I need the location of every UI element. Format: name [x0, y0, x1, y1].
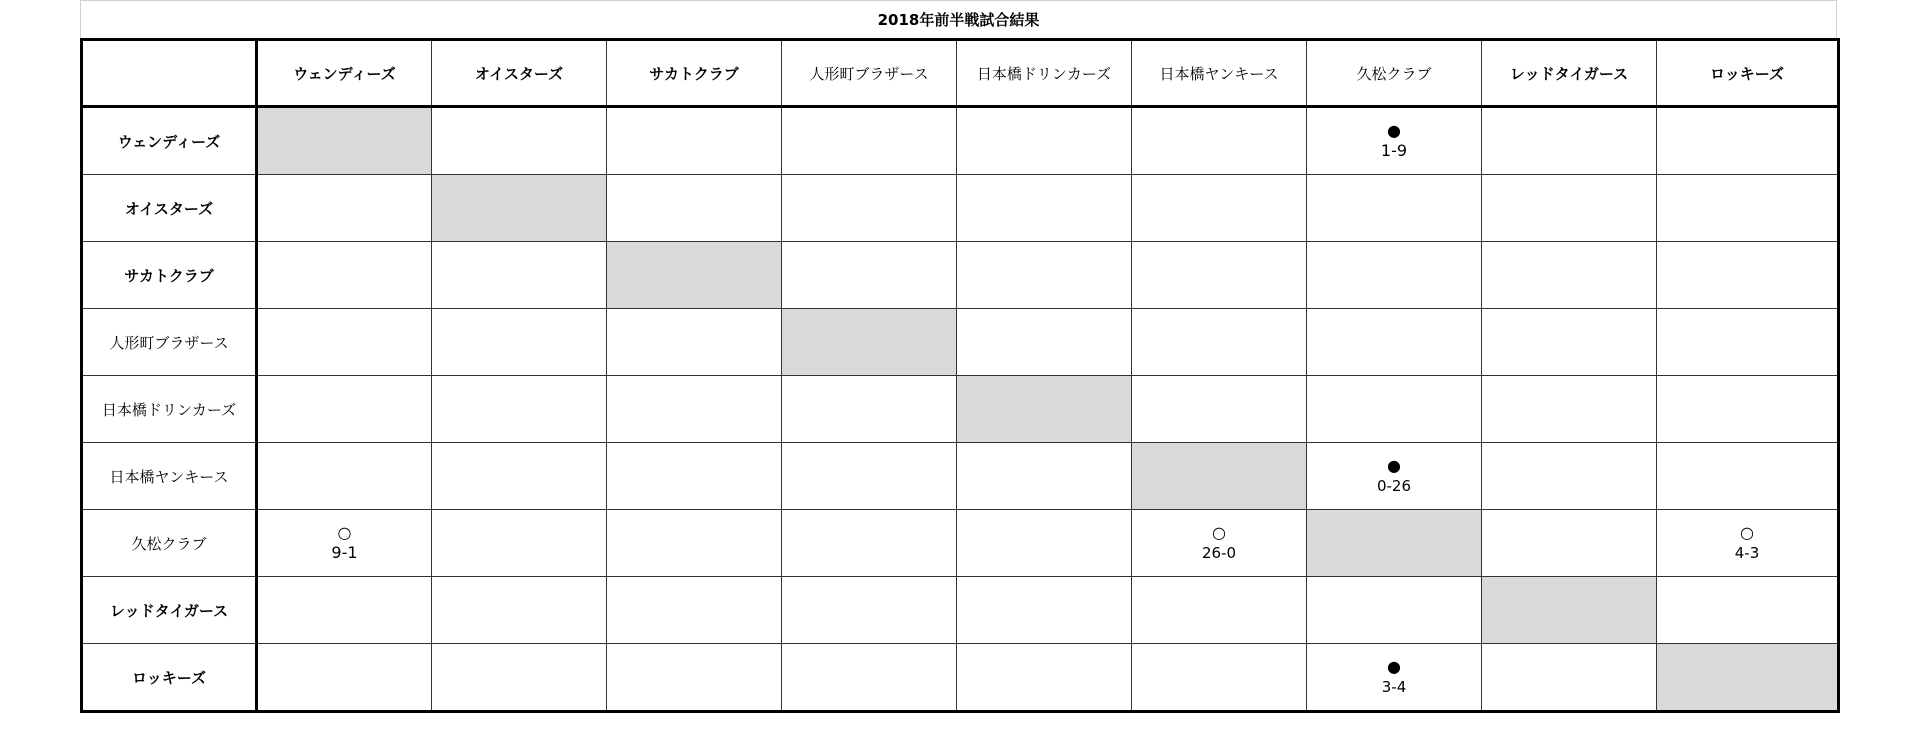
column-header: サカトクラブ — [607, 40, 782, 107]
column-header: 日本橋ヤンキース — [1132, 40, 1307, 107]
row-header: ロッキーズ — [82, 644, 257, 712]
result-cell — [957, 107, 1132, 175]
result-cell — [782, 242, 957, 309]
column-header: 人形町ブラザース — [782, 40, 957, 107]
self-match-cell — [1482, 577, 1657, 644]
result-cell — [782, 107, 957, 175]
table-row — [82, 510, 1839, 577]
result-cell — [957, 510, 1132, 577]
result-cell — [257, 443, 432, 510]
result-cell — [257, 309, 432, 376]
result-cell — [1307, 376, 1482, 443]
column-header: 日本橋ドリンカーズ — [957, 40, 1132, 107]
result-cell — [607, 644, 782, 712]
result-cell — [1307, 644, 1482, 712]
result-cell — [432, 309, 607, 376]
result-cell — [1132, 510, 1307, 577]
result-cell — [1307, 443, 1482, 510]
sheet-title: 2018年前半戦試合結果 — [80, 0, 1837, 38]
result-cell — [1482, 242, 1657, 309]
row-header: サカトクラブ — [82, 242, 257, 309]
result-cell — [1307, 242, 1482, 309]
result-cell — [257, 510, 432, 577]
result-cell — [1132, 175, 1307, 242]
self-match-cell — [257, 107, 432, 175]
score-text: 4-3 — [1734, 544, 1760, 562]
result-cell — [957, 577, 1132, 644]
result-cell — [607, 376, 782, 443]
result-cell — [257, 242, 432, 309]
loss-mark: ● — [1387, 657, 1401, 676]
column-header: ロッキーズ — [1657, 40, 1839, 107]
table-row — [82, 175, 1839, 242]
table-row — [82, 309, 1839, 376]
result-cell — [1482, 510, 1657, 577]
result-cell — [432, 376, 607, 443]
result-cell — [1657, 443, 1839, 510]
row-header: ウェンディーズ — [82, 107, 257, 175]
result-cell — [1482, 175, 1657, 242]
result-cell — [957, 242, 1132, 309]
result-cell — [432, 107, 607, 175]
result-cell — [607, 107, 782, 175]
self-match-cell — [607, 242, 782, 309]
result-cell — [782, 443, 957, 510]
row-header: 日本橋ドリンカーズ — [82, 376, 257, 443]
results-body — [82, 107, 1839, 712]
result-cell — [1132, 242, 1307, 309]
row-header: 久松クラブ — [82, 510, 257, 577]
loss-mark: ● — [1387, 456, 1401, 475]
result-cell — [1657, 309, 1839, 376]
result-cell — [1307, 107, 1482, 175]
table-row — [82, 376, 1839, 443]
table-row — [82, 644, 1839, 712]
result-cell — [432, 443, 607, 510]
self-match-cell — [1307, 510, 1482, 577]
result-cell — [432, 242, 607, 309]
result-cell — [607, 443, 782, 510]
row-header: 人形町ブラザース — [82, 309, 257, 376]
self-match-cell — [1132, 443, 1307, 510]
self-match-cell — [782, 309, 957, 376]
corner-cell — [82, 40, 257, 107]
header-row — [82, 40, 1839, 107]
result-cell — [257, 577, 432, 644]
loss-mark: ● — [1387, 121, 1401, 140]
column-header: ウェンディーズ — [257, 40, 432, 107]
row-header: 日本橋ヤンキース — [82, 443, 257, 510]
result-cell — [607, 175, 782, 242]
result-cell — [1482, 376, 1657, 443]
result-cell — [1132, 107, 1307, 175]
column-header: オイスターズ — [432, 40, 607, 107]
result-cell — [782, 175, 957, 242]
result-cell — [1482, 443, 1657, 510]
result-cell — [1132, 644, 1307, 712]
table-row — [82, 577, 1839, 644]
result-cell — [1657, 376, 1839, 443]
results-table — [80, 38, 1840, 713]
result-cell — [432, 644, 607, 712]
win-mark: ○ — [1740, 523, 1754, 542]
result-cell — [782, 577, 957, 644]
result-cell — [1307, 175, 1482, 242]
result-cell — [957, 175, 1132, 242]
self-match-cell — [957, 376, 1132, 443]
result-cell — [1657, 107, 1839, 175]
result-cell — [607, 577, 782, 644]
result-cell — [1482, 107, 1657, 175]
row-header: レッドタイガース — [82, 577, 257, 644]
result-cell — [957, 443, 1132, 510]
result-cell — [957, 644, 1132, 712]
result-cell — [1482, 309, 1657, 376]
result-cell — [782, 376, 957, 443]
result-cell — [257, 175, 432, 242]
result-cell — [1657, 175, 1839, 242]
table-row — [82, 242, 1839, 309]
result-cell — [1657, 242, 1839, 309]
results-sheet — [80, 0, 1837, 713]
result-cell — [607, 309, 782, 376]
row-header: オイスターズ — [82, 175, 257, 242]
score-text: 3-4 — [1381, 678, 1407, 696]
self-match-cell — [1657, 644, 1839, 712]
table-row — [82, 107, 1839, 175]
table-row — [82, 443, 1839, 510]
column-header: レッドタイガース — [1482, 40, 1657, 107]
result-cell — [1657, 577, 1839, 644]
result-cell — [432, 510, 607, 577]
column-header: 久松クラブ — [1307, 40, 1482, 107]
score-text: 1-9 — [1380, 141, 1408, 160]
win-mark: ○ — [1212, 523, 1226, 542]
result-cell — [1132, 376, 1307, 443]
self-match-cell — [432, 175, 607, 242]
result-cell — [257, 376, 432, 443]
result-cell — [1307, 577, 1482, 644]
result-cell — [782, 644, 957, 712]
result-cell — [1482, 644, 1657, 712]
result-cell — [957, 309, 1132, 376]
result-cell — [1657, 510, 1839, 577]
result-cell — [1132, 577, 1307, 644]
score-text: 0-26 — [1376, 477, 1412, 495]
result-cell — [607, 510, 782, 577]
score-text: 9-1 — [331, 543, 358, 562]
result-cell — [1132, 309, 1307, 376]
result-cell — [782, 510, 957, 577]
result-cell — [257, 644, 432, 712]
result-cell — [1307, 309, 1482, 376]
result-cell — [432, 577, 607, 644]
score-text: 26-0 — [1201, 544, 1237, 562]
win-mark: ○ — [337, 523, 352, 542]
